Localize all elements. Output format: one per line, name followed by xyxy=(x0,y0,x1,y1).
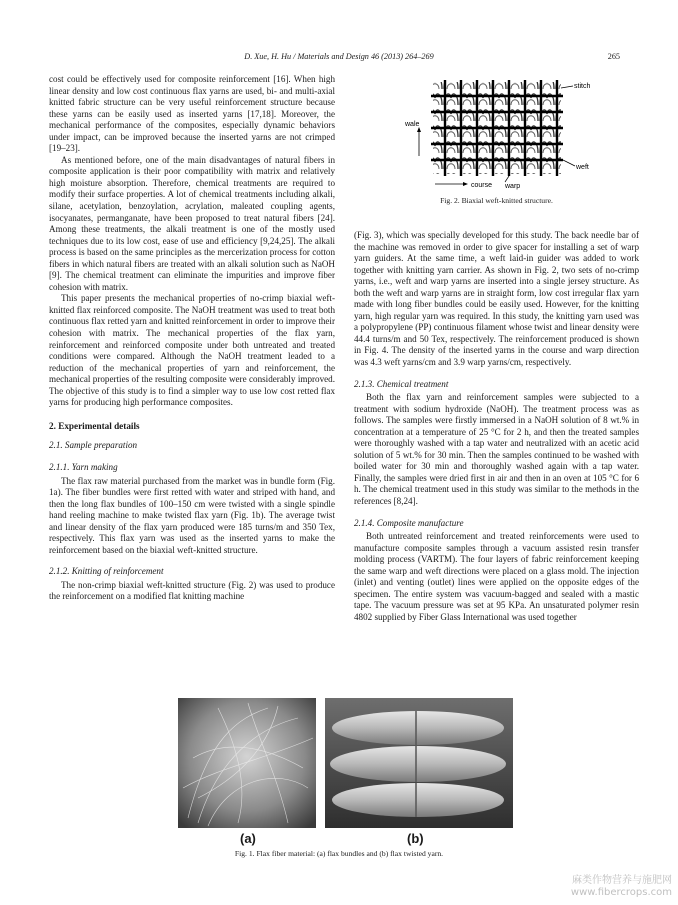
paragraph: This paper presents the mechanical properties of no-crimp biaxial weft-knitted flax reinforced composite. The NaOH treatment was used to treat both continuous flax retted yarn and knitted reinforcement in order to improve their cohesion with matrix. The mechanical properties of the flax yarn, reinforcement and reinforced composite under both untreated and treated conditions were compared. Although the NaOH treatment leaded to a reduction of the mechanical properties of yarn and reinforcement, the mechanical properties of the resulting composite were considerably improved. The objective of this study is to find a simpler way to use low cost retted flax yarns for producing high performance composites. xyxy=(49,293,335,408)
wale-label: wale xyxy=(405,121,420,128)
yarn-skein xyxy=(332,783,504,817)
running-header xyxy=(0,52,678,66)
paragraph: cost could be effectively used for composite reinforcement [16]. When high linear density and low cost continuous flax yarns are used, bi- and multi-axial knitted fabric structure can be very useful reinforcement structure because these yarns can be easily used as inserted yarns [17,18]. Moreover, the mechanical performance of the composites, especially dynamic behaviors under impact, can be improved because the inserted yarns are not crimped [19–23]. xyxy=(49,74,335,154)
watermark-line: 麻类作物营养与施肥网 xyxy=(572,875,672,886)
weft-leader xyxy=(563,160,575,166)
figure-1-caption: Fig. 1. Flax fiber material: (a) flax bundles and (b) flax twisted yarn. xyxy=(234,849,444,858)
paragraph: The non-crimp biaxial weft-knitted structure (Fig. 2) was used to produce the reinforcement on a modified flat knitting machine xyxy=(49,579,335,602)
yarn-skein xyxy=(332,711,504,745)
figure-1-photos xyxy=(178,698,513,828)
figure-1b-label: (b) xyxy=(407,831,424,846)
paragraph: Both the flax yarn and reinforcement samples were subjected to a treatment with sodium hydroxide (NaOH). The treatment process was as follows. The samples were firstly immersed in a NaOH solution of 8 wt.% in concentration at a temperature of 25 °C for 2 h, and then the treated samples were thoroughly washed with a tap water and neutralized with an acetic acid solution of 5 wt.% for 30 min. Then the samples continued to be washed with boiled water for 30 min and thoroughly washed again with a tap water. Finally, the samples were dried first in air and then in an oven at 105 °C for 6 h. The chemical treatment used in this study was similar to the methods in the references [8,24]. xyxy=(354,392,639,507)
journal-citation: D. Xue, H. Hu / Materials and Design 46 (2013) 264–269 xyxy=(244,52,434,61)
paragraph: Both untreated reinforcement and treated reinforcements were used to manufacture composite samples through a vacuum assisted resin transfer molding process (VARTM). The four layers of fabric reinforcement keeping the same warp and weft directions were placed on a glass mold. The injection (inlet) and venting (outlet) lines were applied on the opposite edges of the specimen. The entire system was vacuum-bagged and sealed with a mastic tape. The vacuum pressure was set at 95 KPa. An unsaturated polymer resin 4802 supplied by Fiber Glass International was used together xyxy=(354,531,639,622)
knit-structure-svg xyxy=(395,74,595,192)
subsubsection-heading: 2.1.1. Yarn making xyxy=(49,461,118,472)
subsubsection-heading: 2.1.4. Composite manufacture xyxy=(354,517,464,528)
left-column xyxy=(49,74,335,603)
site-watermark xyxy=(571,875,672,899)
page-number: 265 xyxy=(607,52,620,61)
subsection-heading: 2.1. Sample preparation xyxy=(49,440,138,451)
course-arrowhead xyxy=(463,182,468,186)
flax-photos-svg xyxy=(178,698,513,828)
subsubsection-heading: 2.1.2. Knitting of reinforcement xyxy=(49,566,164,577)
paragraph: (Fig. 3), which was specially developed for this study. The back needle bar of the machine was removed in order to give spacer for installing a set of warp yarn guiders. At the same time, a weft laid-in guider was added to work together with knitting yarn carrier. As shown in Fig. 2, two sets of no-crimp yarns, i.e., weft and warp yarns are inserted into a single jersey structure. As both the weft and warp yarns are in straight form, low cost irregular flax yarn made with long fiber bundles could be easily used. However, for the knitting yarn, high regular yarn was required. In this study, the knitting yarn used was a polypropylene (PP) continuous filament whose twist and linear density were 44.4 turns/m and 50 Tex, respectively. The reinforcement produced is shown in Fig. 4. The density of the inserted yarns in the course and warp direction was 4.3 weft yarns/cm and 3.9 warp yarns/cm, respectively. xyxy=(354,230,639,368)
watermark-line: www.fibercrops.com xyxy=(570,887,672,898)
section-heading: 2. Experimental details xyxy=(49,420,140,431)
warp-label: warp xyxy=(505,183,521,190)
yarn-skein xyxy=(330,746,506,782)
subsubsection-heading: 2.1.3. Chemical treatment xyxy=(354,378,449,389)
warp-leader xyxy=(505,176,509,182)
figure-2-caption: Fig. 2. Biaxial weft-knitted structure. xyxy=(440,196,553,205)
stitch-label: stitch xyxy=(574,83,591,90)
paragraph: The flax raw material purchased from the market was in bundle form (Fig. 1a). The fiber bundles were first retted with water and striped with hand, and then the long flax bundles of 100–150 cm were twisted with a single spindle hand reeling machine to make twisted flax yarn (Fig. 1b). The average twist and linear density of the flax yarn produced were 185 turns/m and 350 Tex, respectively. This flax yarn was used as the inserted yarns to make the reinforcement based on the biaxial weft-knitted structure. xyxy=(49,475,335,555)
figure-2-diagram xyxy=(395,74,595,192)
paragraph: As mentioned before, one of the main disadvantages of natural fibers in composite application is their poor compatibility with matrix and relatively high moisture absorption. Therefore, chemical treatments are required to modify their surface properties. A lot of chemical treatments including alkali, silane, acetylation, benzoylation, acrylation, maleated coupling agents, isocyanates, permanganate, have been proposed to treat natural fibers [24]. Among these treatments, the alkali treatment is one of the mostly used techniques due to its low cost, ease of use and efficiency [9,24,25]. The alkali process is based on the same principles as the mercerization process for cotton fibers in which natural fibers are treated with an alkali solution such as NaOH [9]. The chemical treatment can eliminate the impurities and improve fiber cohesion with matrix. xyxy=(49,154,335,292)
course-label: course xyxy=(471,182,493,189)
right-column xyxy=(354,230,639,624)
stitch-leader xyxy=(561,86,573,88)
weft-label: weft xyxy=(576,164,589,171)
figure-1a-label: (a) xyxy=(240,831,256,846)
